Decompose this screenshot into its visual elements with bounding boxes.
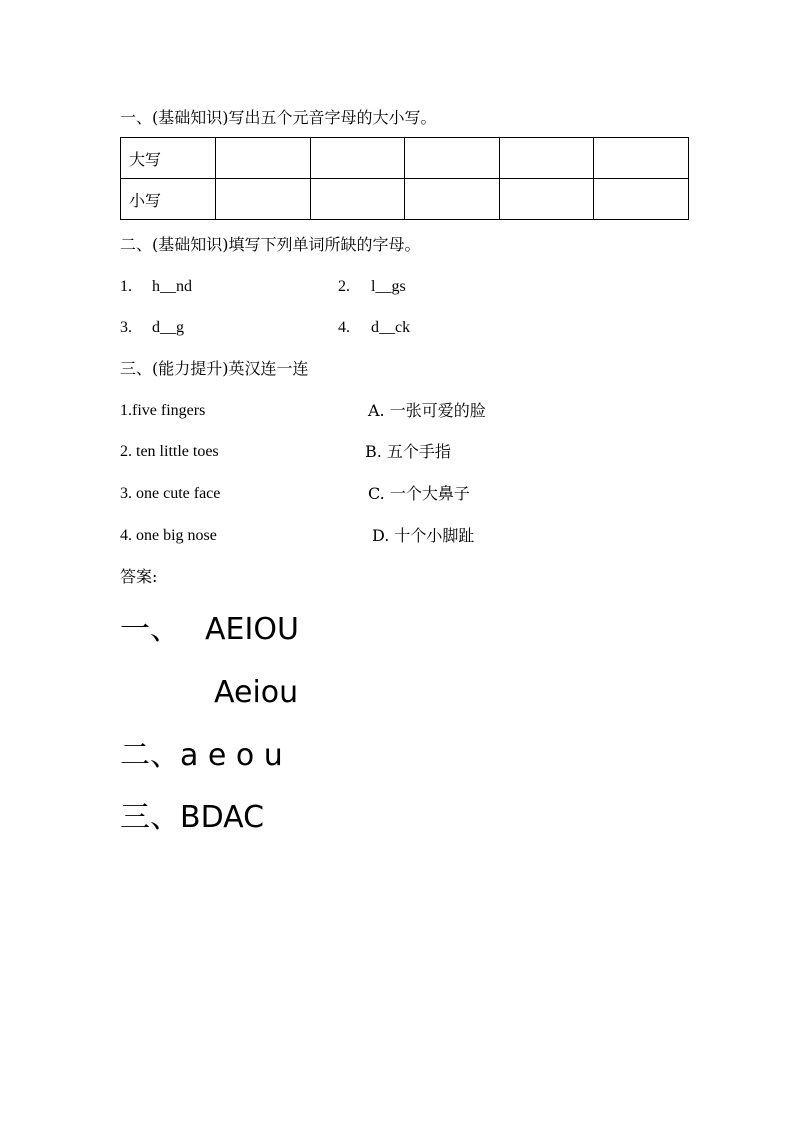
match-chinese-item: B. 五个手指 — [365, 442, 451, 461]
item-number: 3. — [120, 319, 132, 336]
table-cell[interactable] — [499, 179, 594, 220]
table-cell[interactable] — [310, 179, 405, 220]
answer-1-upper: AEIOU — [205, 612, 299, 647]
table-row — [121, 179, 689, 220]
table-cell[interactable] — [499, 138, 594, 179]
section1-heading: 一、(基础知识)写出五个元音字母的大小写。 — [120, 108, 437, 127]
table-cell[interactable] — [594, 138, 689, 179]
table-row — [121, 138, 689, 179]
item-number: 1. — [120, 278, 132, 295]
match-english-item: 1.five fingers — [120, 402, 206, 419]
answer-2: 二、a e o u — [120, 738, 283, 773]
missing-letter-word: d__g — [152, 319, 184, 336]
match-english-item: 3. one cute face — [120, 485, 221, 502]
answer-1-lower: Aeiou — [214, 675, 299, 710]
match-chinese-item: A. 一张可爱的脸 — [368, 401, 486, 420]
match-english-item: 4. one big nose — [120, 527, 217, 544]
item-number: 4. — [338, 319, 350, 336]
vowel-table — [120, 137, 689, 220]
section3-heading: 三、(能力提升)英汉连一连 — [120, 359, 309, 378]
section2-heading: 二、(基础知识)填写下列单词所缺的字母。 — [120, 235, 421, 254]
table-cell[interactable] — [310, 138, 405, 179]
missing-letter-word: l__gs — [371, 278, 406, 295]
missing-letter-word: h__nd — [152, 278, 192, 295]
table-cell[interactable] — [405, 179, 500, 220]
answer-1-prefix: 一、 — [120, 612, 180, 647]
match-chinese-item: C. 一个大鼻子 — [368, 484, 470, 503]
table-cell[interactable] — [216, 179, 311, 220]
match-english-item: 2. ten little toes — [120, 443, 219, 460]
table-cell[interactable] — [405, 138, 500, 179]
item-number: 2. — [338, 278, 350, 295]
match-chinese-item: D. 十个小脚趾 — [372, 526, 475, 545]
answers-label: 答案: — [120, 567, 158, 586]
row-label-lower: 小写 — [121, 179, 216, 220]
missing-letter-word: d__ck — [371, 319, 411, 336]
table-cell[interactable] — [216, 138, 311, 179]
row-label-upper: 大写 — [121, 138, 216, 179]
table-cell[interactable] — [594, 179, 689, 220]
answer-3: 三、BDAC — [120, 800, 265, 835]
